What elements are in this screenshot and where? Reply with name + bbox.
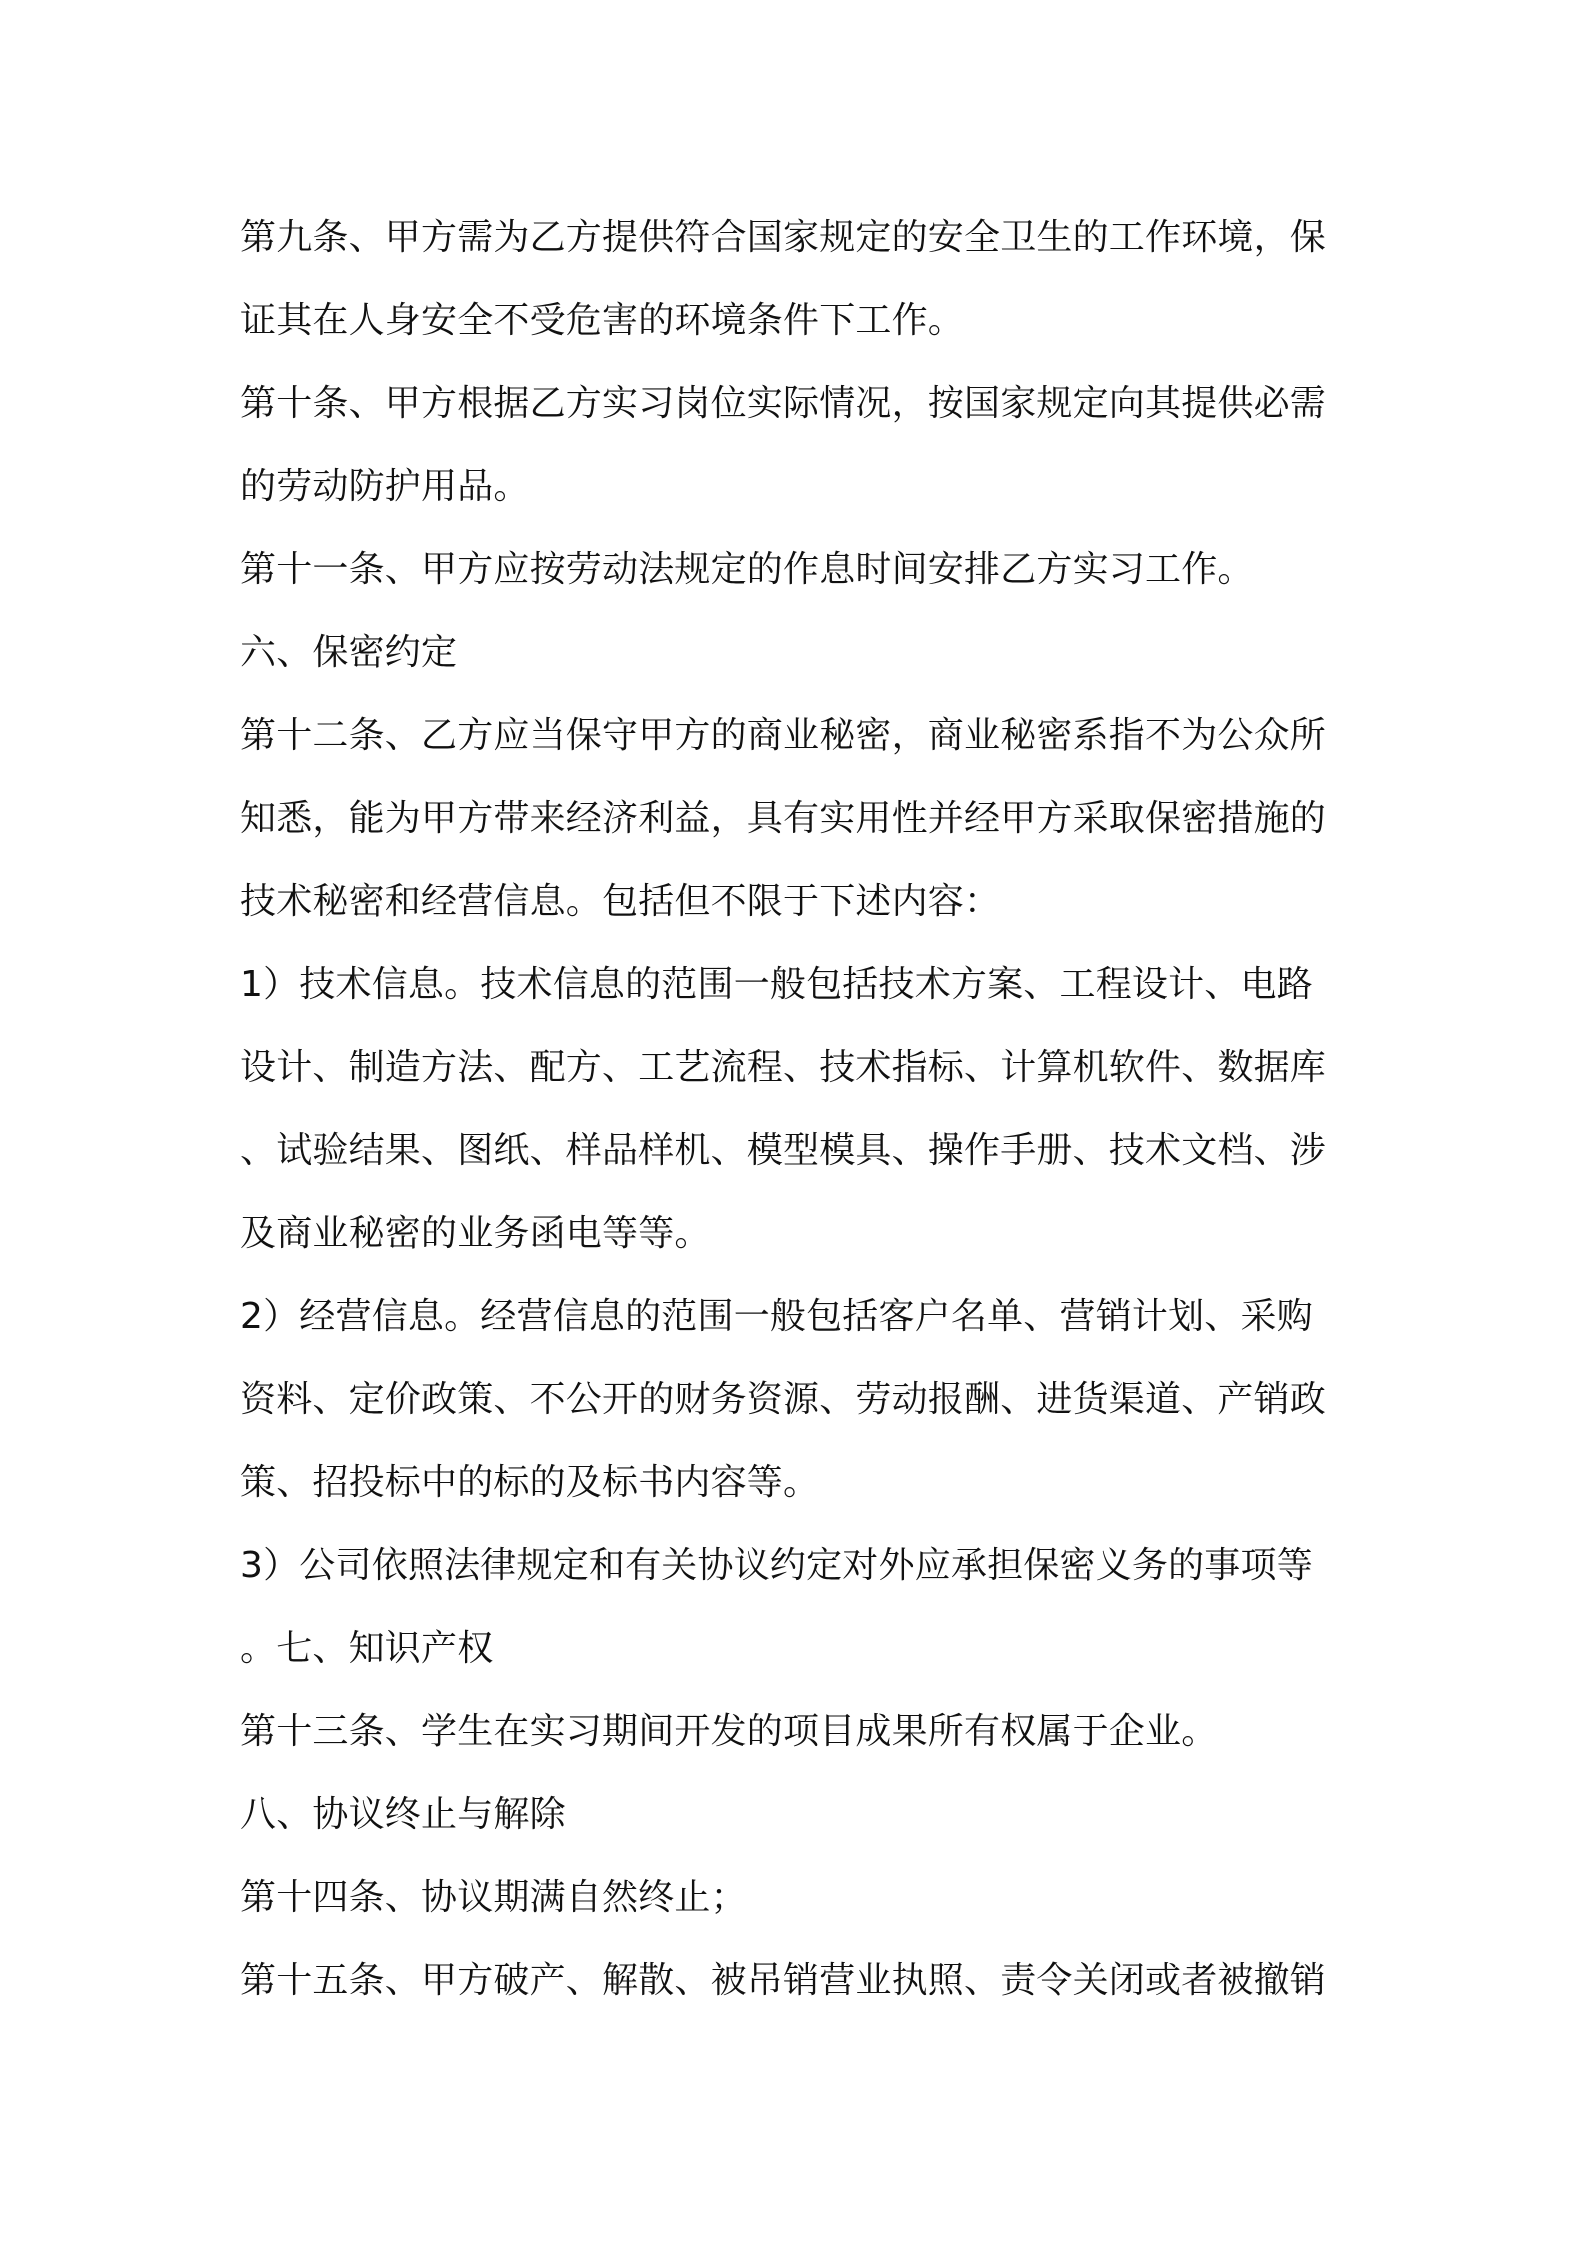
text-line: 1）技术信息。技术信息的范围一般包括技术方案、工程设计、电路	[240, 964, 1313, 1005]
text-line: 3）公司依照法律规定和有关协议约定对外应承担保密义务的事项等	[240, 1545, 1313, 1586]
text-line: 第九条、甲方需为乙方提供符合国家规定的安全卫生的工作环境，保	[240, 217, 1327, 258]
text-line: 策、招投标中的标的及标书内容等。	[240, 1462, 820, 1503]
section-heading: 。七、知识产权	[240, 1628, 494, 1669]
text-line: 、试验结果、图纸、样品样机、模型模具、操作手册、技术文档、涉	[240, 1130, 1327, 1171]
text-line: 2）经营信息。经营信息的范围一般包括客户名单、营销计划、采购	[240, 1296, 1313, 1337]
section-heading: 八、协议终止与解除	[240, 1794, 566, 1835]
text-line: 资料、定价政策、不公开的财务资源、劳动报酬、进货渠道、产销政	[240, 1379, 1327, 1420]
text-line: 第十五条、甲方破产、解散、被吊销营业执照、责令关闭或者被撤销	[240, 1960, 1327, 2001]
text-line: 的劳动防护用品。	[240, 466, 530, 507]
text-line: 第十三条、学生在实习期间开发的项目成果所有权属于企业。	[240, 1711, 1218, 1752]
text-line: 第十条、甲方根据乙方实习岗位实际情况，按国家规定向其提供必需	[240, 383, 1327, 424]
text-line: 设计、制造方法、配方、工艺流程、技术指标、计算机软件、数据库	[240, 1047, 1327, 1088]
text-line: 技术秘密和经营信息。包括但不限于下述内容：	[240, 881, 1001, 922]
text-line: 知悉，能为甲方带来经济利益，具有实用性并经甲方采取保密措施的	[240, 798, 1327, 839]
text-line: 第十二条、乙方应当保守甲方的商业秘密，商业秘密系指不为公众所	[240, 715, 1327, 756]
text-line: 第十一条、甲方应按劳动法规定的作息时间安排乙方实习工作。	[240, 549, 1254, 590]
document-body	[240, 196, 1360, 2022]
text-line: 第十四条、协议期满自然终止；	[240, 1877, 747, 1918]
section-heading: 六、保密约定	[240, 632, 458, 673]
text-line: 及商业秘密的业务函电等等。	[240, 1213, 711, 1254]
text-line: 证其在人身安全不受危害的环境条件下工作。	[240, 300, 965, 341]
